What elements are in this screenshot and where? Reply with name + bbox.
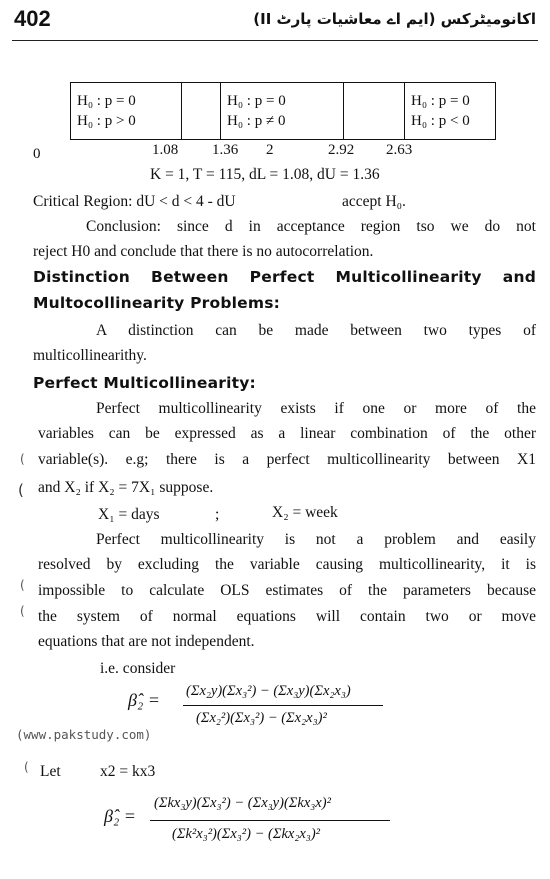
paragraph-line: impossible to calculate OLS estimates of the parameters because [38,582,536,599]
scale-label: 1.36 [212,142,239,158]
paragraph-line: the system of normal equations will contain two or move [38,608,536,625]
margin-mark: ( [24,760,29,774]
fraction-bar [183,705,383,706]
consider-text: i.e. consider [100,660,176,677]
page-number: 402 [14,6,51,31]
margin-mark: ( [20,578,25,592]
subheading: Perfect Multicollinearity: [33,374,256,392]
conclusion-line: reject H0 and conclude that there is no autocorrelation. [33,243,374,260]
paragraph-line: multicollinearithy. [33,347,147,364]
header-rule [12,40,538,41]
paragraph-line: Perfect multicollinearity is not a problem and easily [96,531,536,548]
section-heading: Multocollinearity Problems: [33,294,281,312]
hypothesis-table [70,82,496,140]
running-head: اکانومیٹرکس (ایم اے معاشیات پارٹ II) [253,10,536,28]
scale-label: 0 [33,146,41,162]
paragraph-line: Perfect multicollinearity exists if one or more of the [96,400,536,417]
watermark: (www.pakstudy.com) [16,727,152,742]
accept-note: accept H₀. [342,193,406,210]
example-x2: X₂ = week [272,504,338,521]
null-hypothesis: H₀ : p = 0 [77,92,136,109]
scale-label: 2 [266,142,274,158]
paragraph-line: variables can be expressed as a linear combination of the other [38,425,536,442]
table-cell-positive [71,83,182,140]
alt-hypothesis: H₀ : p < 0 [411,113,470,129]
critical-region: Critical Region: dU < d < 4 - dU [33,193,236,210]
formula-denominator: (Σx₂²)(Σx₃²) − (Σx₂x₃)² [196,710,327,726]
example-x1: X₁ = days [98,506,160,523]
table-cell-inconclusive-left [182,83,221,140]
null-hypothesis: H₀ : p = 0 [227,92,286,109]
paragraph-line: A distinction can be made between two types of [96,322,536,339]
margin-mark: ( [20,452,25,466]
section-heading: Distinction Between Perfect Multicollinearity and [33,268,536,286]
paragraph-line: equations that are not independent. [38,633,255,650]
paragraph-line: variable(s). e.g; there is a perfect multicollinearity between X1 [38,451,536,468]
let-word: Let [40,763,61,780]
conclusion-line: Conclusion: since d in acceptance region tso we do not [86,218,536,235]
example-separator: ; [215,506,220,523]
table-cell-negative [405,83,496,140]
paragraph-line: resolved by excluding the variable causing multicollinearity, it is [38,556,536,573]
table-cell-inconclusive-right [344,83,405,140]
paragraph-line: and X₂ if X₂ = 7X₁ suppose. [38,479,214,496]
formula-numerator: (Σkx₃y)(Σx₃²) − (Σx₃y)(Σkx₃x)² [154,795,331,811]
alt-hypothesis: H₀ : p > 0 [77,113,136,129]
fraction-bar [150,820,390,821]
margin-mark: ( [20,604,25,618]
scale-label: 2.63 [386,142,413,158]
formula-denominator: (Σk²x₃²)(Σx₃²) − (Σkx₂x₃)² [172,826,321,842]
null-hypothesis: H₀ : p = 0 [411,92,470,109]
let-expression: x2 = kx3 [100,763,156,780]
alt-hypothesis: H₀ : p ≠ 0 [227,113,286,129]
beta-hat-lhs: β̂₂ = [128,690,160,710]
scale-label: 1.08 [152,142,179,158]
margin-mark: ( [18,481,24,499]
formula-numerator: (Σx₂y)(Σx₃²) − (Σx₃y)(Σx₂x₃) [186,683,351,699]
beta-hat-lhs: β̂₂ = [104,806,136,826]
table-cell-two-sided [221,83,344,140]
scale-label: 2.92 [328,142,355,158]
params-line: K = 1, T = 115, dL = 1.08, dU = 1.36 [150,166,380,183]
